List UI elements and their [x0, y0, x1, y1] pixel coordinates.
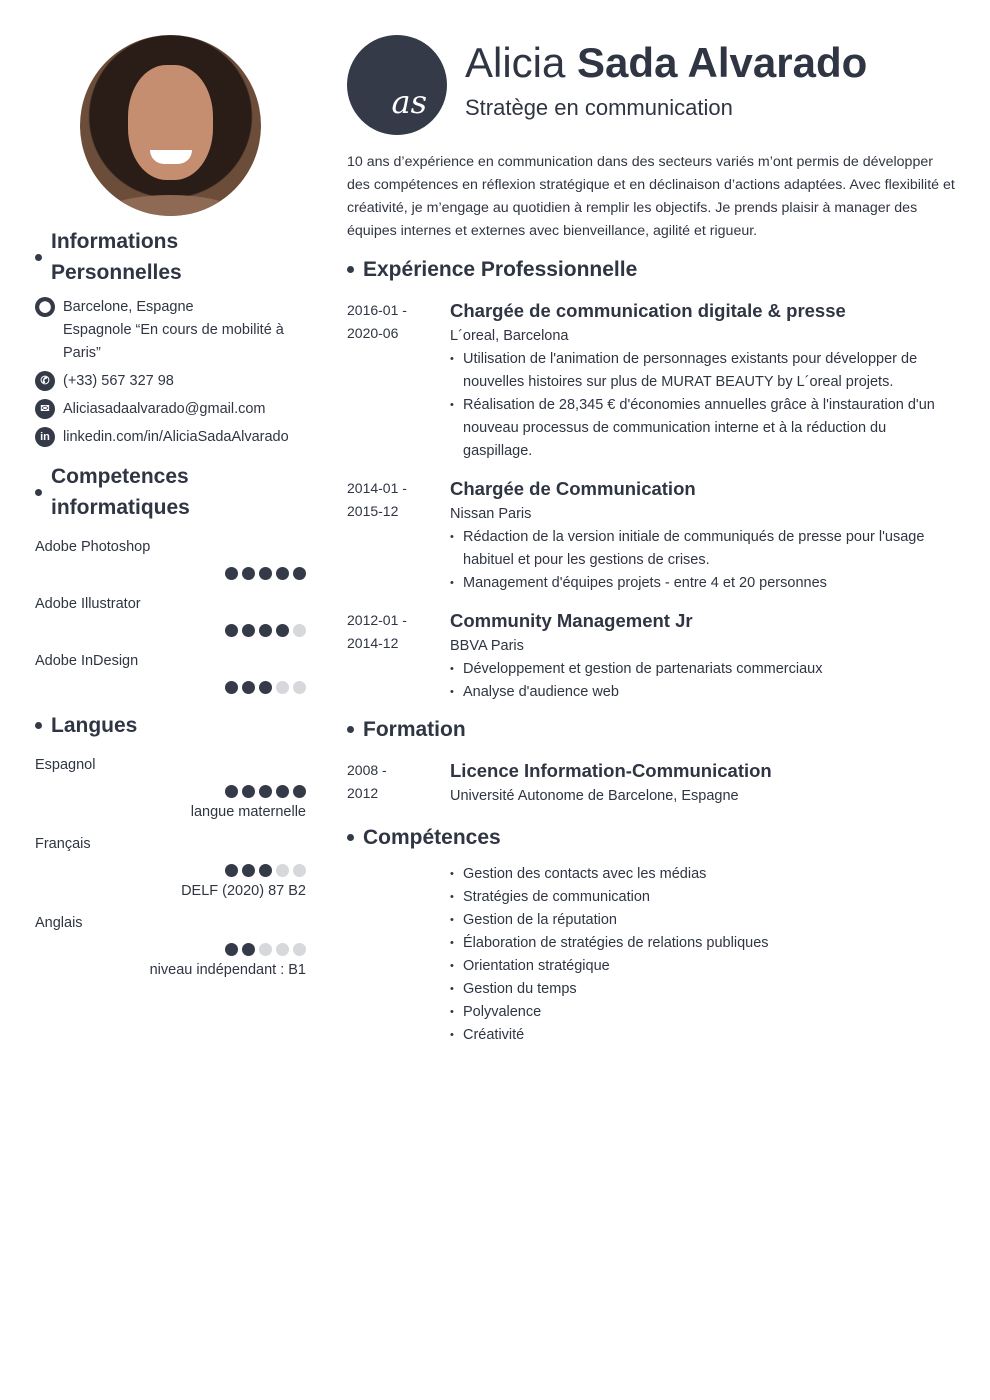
rating-dot	[276, 681, 289, 694]
full-name: Alicia Sada Alvarado	[465, 39, 868, 86]
job-bullet: • Analyse d'audience web	[450, 681, 957, 704]
rating-dot	[225, 567, 238, 580]
rating-dot	[225, 943, 238, 956]
sidebar	[35, 35, 306, 978]
it-skill-item: Adobe Photoshop	[35, 537, 306, 580]
rating-dot	[293, 624, 306, 637]
rating-dot	[259, 864, 272, 877]
language-item: Anglais niveau indépendant : B1	[35, 915, 306, 978]
contact-phone: ✆ (+33) 567 327 98	[35, 370, 306, 393]
job-bullet: • Réalisation de 28,345 € d'économies annuelles grâce à l'instauration d'un nouveau processus de communication interne et à la réduction du gaspillage.	[450, 394, 957, 463]
profile-photo	[80, 35, 261, 216]
contact-location: ⬤ Barcelone, Espagne Espagnole “En cours de mobilité à Paris”	[35, 296, 306, 365]
job-entry: 2012-01 - 2014-12 Community Management Jr BBVA Paris • Développement et gestion de partenariats commerciaux • Analyse d'audience web	[347, 609, 957, 704]
job-entry: 2016-01 - 2020-06 Chargée de communication digitale & presse L´oreal, Barcelona • Utilisation de l'animation de personnages existants pour développer de nouvelles histoires sur plus de MURAT BEAUTY by L´oreal projets. • Réalisation de 28,345 € d'économies annuelles grâce à l'instauration d'un nouveau processus de communication interne et à la réduction du gaspillage.	[347, 299, 957, 463]
rating-dot	[259, 785, 272, 798]
rating-dot	[225, 785, 238, 798]
section-heading-skills: Compétences	[347, 822, 957, 853]
job-entry: 2014-01 - 2015-12 Chargée de Communication Nissan Paris • Rédaction de la version initiale de communiqués de presse pour l'usage habituel et pour les gestions de crises. • Management d'équipes projets - entre 4 et 20 personnes	[347, 477, 957, 595]
contact-linkedin[interactable]: in linkedin.com/in/AliciaSadaAlvarado	[35, 426, 306, 449]
section-heading-personal: Informations Personnelles	[35, 226, 306, 288]
rating-dots	[35, 624, 306, 637]
skill-item: • Polyvalence	[450, 1001, 957, 1024]
rating-dot	[242, 567, 255, 580]
email-icon: ✉	[35, 399, 55, 419]
rating-dot	[242, 785, 255, 798]
rating-dot	[293, 943, 306, 956]
rating-dot	[259, 681, 272, 694]
skill-item: • Gestion de la réputation	[450, 909, 957, 932]
skill-item: • Élaboration de stratégies de relations publiques	[450, 932, 957, 955]
rating-dot	[225, 624, 238, 637]
it-skill-item: Adobe InDesign	[35, 651, 306, 694]
section-heading-education: Formation	[347, 714, 957, 745]
language-item: Espagnol langue maternelle	[35, 757, 306, 820]
rating-dot	[259, 943, 272, 956]
rating-dot	[225, 681, 238, 694]
job-bullet: • Rédaction de la version initiale de communiqués de presse pour l'usage habituel et pour les gestions de crises.	[450, 526, 957, 572]
phone-icon: ✆	[35, 371, 55, 391]
skill-item: • Stratégies de communication	[450, 886, 957, 909]
rating-dot	[276, 864, 289, 877]
rating-dot	[293, 864, 306, 877]
job-bullet: • Utilisation de l'animation de personnages existants pour développer de nouvelles histoires sur plus de MURAT BEAUTY by L´oreal projets.	[450, 348, 957, 394]
rating-dots	[35, 785, 306, 798]
linkedin-icon: in	[35, 427, 55, 447]
job-bullet: • Développement et gestion de partenariats commerciaux	[450, 658, 957, 681]
rating-dots	[35, 943, 306, 956]
it-skill-item: Adobe Illustrator	[35, 594, 306, 637]
location-pin-icon: ⬤	[35, 297, 55, 317]
rating-dot	[242, 681, 255, 694]
skill-item: • Gestion des contacts avec les médias	[450, 863, 957, 886]
rating-dot	[276, 567, 289, 580]
rating-dot	[293, 567, 306, 580]
rating-dot	[293, 785, 306, 798]
rating-dot	[225, 864, 238, 877]
summary: 10 ans d’expérience en communication dans des secteurs variés m’ont permis de développer des compétences en réflexion stratégique et en déclinaison d’actions adaptées. Avec flexibilité et créativité, je m’engage au quotidien à remplir les objectifs. Je prends plaisir à manager des équipes internes et externes avec bienveillance, agilité et rigueur.	[347, 154, 955, 239]
section-heading-experience: Expérience Professionnelle	[347, 254, 957, 285]
rating-dots	[35, 864, 306, 877]
rating-dots	[35, 567, 306, 580]
skill-item: • Orientation stratégique	[450, 955, 957, 978]
rating-dots	[35, 681, 306, 694]
rating-dot	[276, 624, 289, 637]
job-title: Stratège en communication	[465, 95, 733, 120]
monogram: as	[347, 35, 447, 135]
rating-dot	[242, 624, 255, 637]
rating-dot	[259, 624, 272, 637]
contact-email[interactable]: ✉ Aliciasadaalvarado@gmail.com	[35, 398, 306, 421]
rating-dot	[276, 943, 289, 956]
job-bullet: • Management d'équipes projets - entre 4 et 20 personnes	[450, 572, 957, 595]
skill-item: • Créativité	[450, 1024, 957, 1047]
section-heading-it-skills: Competences informatiques	[35, 461, 306, 523]
language-item: Français DELF (2020) 87 B2	[35, 836, 306, 899]
section-heading-languages: Langues	[35, 710, 306, 741]
rating-dot	[293, 681, 306, 694]
skill-item: • Gestion du temps	[450, 978, 957, 1001]
rating-dot	[242, 864, 255, 877]
education-entry: 2008 - 2012 Licence Information-Communication Université Autonome de Barcelone, Espagne	[347, 760, 772, 804]
rating-dot	[259, 567, 272, 580]
rating-dot	[242, 943, 255, 956]
rating-dot	[276, 785, 289, 798]
